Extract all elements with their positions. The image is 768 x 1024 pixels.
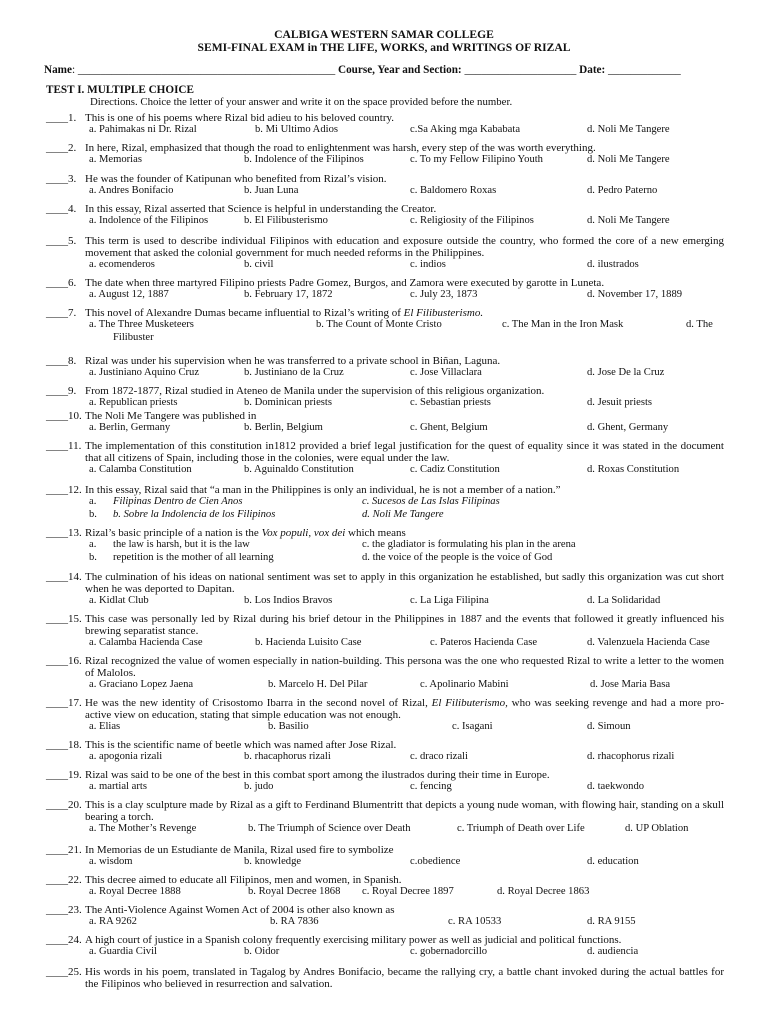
question-stem (0, 697, 768, 721)
choice-option: c. fencing (410, 781, 452, 793)
question-text: The date when three martyred Filipino priests Padre Gomez, Burgos, and Zamora were executed by garotte in Luneta. (85, 277, 605, 289)
choice-option: d. ilustrados (587, 259, 639, 271)
choice-option: b. Oidor (244, 946, 280, 958)
choice-option: d. Roxas Constitution (587, 464, 680, 476)
choice-option: b. Aguinaldo Constitution (244, 464, 354, 476)
choice-option: a. Indolence of the Filipinos (89, 215, 209, 227)
choices-row (0, 124, 768, 137)
choice-option: b. Mi Ultimo Adios (255, 124, 338, 136)
question-text: This decree aimed to educate all Filipinos, men and women, in Spanish. (85, 874, 402, 886)
choices-row (0, 289, 768, 302)
answer-blank[interactable]: ____6. (46, 277, 77, 289)
question-text: The Noli Me Tangere was published in (85, 410, 257, 422)
question-item (0, 527, 768, 564)
question-text: The culmination of his ideas on national sentiment was set to apply in this organization he established, but sadly this organization was cut short when he was deported to Dapitan. (85, 571, 724, 596)
question-item (0, 484, 768, 521)
course-label: Course, Year and Section: (337, 64, 462, 76)
question-stem (0, 235, 768, 259)
answer-blank[interactable]: ____7. (46, 307, 77, 319)
choice-letter: a. (89, 539, 97, 551)
question-text: He was the founder of Katipunan who benefited from Rizal’s vision. (85, 173, 387, 185)
choice-option: b. Dominican priests (244, 397, 332, 409)
question-text: Rizal’s basic principle of a nation is the (85, 527, 262, 539)
question-stem (0, 440, 768, 464)
choice-option: c. Sebastian priests (410, 397, 491, 409)
question-stem (0, 203, 768, 215)
question-text: Rizal was said to be one of the best in this combat sport among the ilustrados during their time in Europe. (85, 769, 550, 781)
question-stem (0, 173, 768, 185)
question-item (0, 410, 768, 435)
choices-row (0, 367, 768, 380)
answer-blank[interactable]: ____9. (46, 385, 77, 397)
choice-option: d. UP Oblation (625, 823, 689, 835)
question-text: In this essay, Rizal asserted that Science is helpful in understanding the Creator. (85, 203, 437, 215)
question-stem (0, 739, 768, 751)
choice-option: d. Jesuit priests (587, 397, 653, 409)
choices-row (0, 823, 768, 836)
question-item (0, 307, 768, 344)
choices-row (0, 637, 768, 650)
answer-blank[interactable]: ____16. (46, 655, 82, 667)
answer-blank[interactable]: ____10. (46, 410, 82, 422)
question-text: A high court of justice in a Spanish colony frequently exercising military power as well as judicial and political functions. (85, 934, 622, 946)
question-stem (0, 799, 768, 823)
question-stem (0, 277, 768, 289)
choice-option: the law is harsh, but it is the law (113, 539, 250, 551)
choice-option: c. La Liga Filipina (410, 595, 489, 607)
question-item (0, 203, 768, 228)
answer-blank[interactable]: ____3. (46, 173, 77, 185)
choice-option: a. Kidlat Club (89, 595, 149, 607)
question-text: In here, Rizal, emphasized that though the road to enlightenment was harsh, every step of the was worth everything. (85, 142, 596, 154)
choice-option: d. Valenzuela Hacienda Case (587, 637, 710, 649)
question-item (0, 277, 768, 302)
question-item (0, 655, 768, 692)
choice-option: a. apogonia rizali (89, 751, 163, 763)
answer-blank[interactable]: ____21. (46, 844, 82, 856)
choice-option: b. judo (244, 781, 274, 793)
answer-blank[interactable]: ____18. (46, 739, 82, 751)
choice-option-wrap: Filibuster (113, 331, 154, 343)
question-item (0, 112, 768, 137)
choice-option: c. the gladiator is formulating his plan in the arena (362, 539, 576, 551)
question-stem (0, 112, 768, 124)
choice-option: c.Sa Aking mga Kababata (410, 124, 521, 136)
answer-blank[interactable]: ____23. (46, 904, 82, 916)
choice-option: d. RA 9155 (587, 916, 636, 928)
choice-option: a. Graciano Lopez Jaena (89, 679, 194, 691)
question-item (0, 966, 768, 990)
question-stem (0, 934, 768, 946)
choice-option: c. draco rizali (410, 751, 468, 763)
question-item (0, 844, 768, 869)
answer-blank[interactable]: ____17. (46, 697, 82, 709)
choices-row (0, 154, 768, 167)
choice-option: a. martial arts (89, 781, 147, 793)
question-stem (0, 844, 768, 856)
choice-option: a. Berlin, Germany (89, 422, 171, 434)
choice-option: c. RA 10533 (448, 916, 502, 928)
question-stem (0, 410, 768, 422)
question-text: This is the scientific name of beetle which was named after Jose Rizal. (85, 739, 397, 751)
choices-row (0, 397, 768, 410)
question-item (0, 142, 768, 167)
question-stem (0, 307, 768, 319)
question-text: This is one of his poems where Rizal bid adieu to his beloved country. (85, 112, 395, 124)
choice-option: b. Juan Luna (244, 185, 299, 197)
choice-letter: b. (89, 551, 97, 563)
question-text: From 1872-1877, Rizal studied in Ateneo de Manila under the supervision of this religious organization. (85, 385, 545, 397)
choice-letter: a. (89, 496, 97, 508)
choice-option: d. Noli Me Tangere (587, 215, 670, 227)
question-item (0, 613, 768, 650)
choice-option: b. RA 7836 (270, 916, 319, 928)
question-item (0, 571, 768, 608)
choices-row (0, 464, 768, 477)
choices-row (0, 946, 768, 959)
choice-option: repetition is the mother of all learning (113, 551, 274, 563)
choices-row (0, 185, 768, 198)
question-stem (0, 966, 768, 990)
student-info-line (44, 63, 724, 77)
choice-option: a. Guardia Civil (89, 946, 157, 958)
choice-option: d. Ghent, Germany (587, 422, 669, 434)
choice-option: a. Andres Bonifacio (89, 185, 174, 197)
choice-option: a. Republican priests (89, 397, 178, 409)
choice-option: d. Noli Me Tangere (362, 508, 444, 520)
answer-blank[interactable]: ____25. (46, 966, 82, 978)
choice-option: b. Sobre la Indolencia de los Filipinos (113, 508, 276, 520)
question-item (0, 904, 768, 929)
answer-blank[interactable]: ____13. (46, 527, 82, 539)
choice-option: c. Apolinario Mabini (420, 679, 509, 691)
choice-option: b. Indolence of the Filipinos (244, 154, 364, 166)
answer-blank[interactable]: ____22. (46, 874, 82, 886)
question-stem (0, 571, 768, 595)
choice-option: a. Pahimakas ni Dr. Rizal (89, 124, 197, 136)
question-italic-text: El Filibuterismo, (431, 697, 508, 709)
choice-option: c. indios (410, 259, 446, 271)
question-stem (0, 527, 768, 539)
choice-option: a. Royal Decree 1888 (89, 886, 181, 898)
question-item (0, 697, 768, 734)
choice-option: c. Royal Decree 1897 (362, 886, 454, 898)
choices-row (0, 319, 768, 344)
choice-option: c. July 23, 1873 (410, 289, 478, 301)
choice-option: d. Simoun (587, 721, 631, 733)
choice-option: c. gobernadorcillo (410, 946, 488, 958)
choice-option: Filipinas Dentro de Cien Anos (113, 496, 243, 508)
question-item (0, 173, 768, 198)
question-item (0, 799, 768, 836)
answer-blank[interactable]: ____15. (46, 613, 82, 625)
choice-option: d. taekwondo (587, 781, 645, 793)
choice-option: b. Los Indios Bravos (244, 595, 333, 607)
question-stem (0, 142, 768, 154)
question-italic-text: El Filibusterismo. (403, 307, 484, 319)
question-text: In this essay, Rizal said that “a man in the Philippines is only an individual, he is not a member of a nation.” (85, 484, 561, 496)
question-text: In Memorias de un Estudiante de Manila, Rizal used fire to symbolize (85, 844, 394, 856)
choice-option: d. audiencia (587, 946, 639, 958)
choices-row (0, 215, 768, 228)
choice-option: a. Calamba Constitution (89, 464, 192, 476)
choice-option: a. Elias (89, 721, 121, 733)
choice-option: d. education (587, 856, 639, 868)
choices-row (0, 916, 768, 929)
date-blank[interactable]: _____________ (608, 64, 681, 76)
question-item (0, 934, 768, 959)
choices-row (0, 496, 768, 521)
choices-row (0, 679, 768, 692)
choice-option: c. Ghent, Belgium (410, 422, 488, 434)
choice-option: b. Berlin, Belgium (244, 422, 323, 434)
question-text: Rizal recognized the value of women especially in nation-building. This persona was the one who requested Rizal to write a letter to the women of Malolos. (85, 655, 724, 680)
name-blank[interactable]: : ______________________________________________ (71, 64, 336, 76)
choice-option: c. Jose Villaclara (410, 367, 482, 379)
exam-title: SEMI-FINAL EXAM in THE LIFE, WORKS, and WRITINGS OF RIZAL (197, 41, 571, 54)
question-stem (0, 385, 768, 397)
question-stem (0, 769, 768, 781)
choices-row (0, 751, 768, 764)
school-name: CALBIGA WESTERN SAMAR COLLEGE (274, 28, 494, 41)
question-text-end: who was seeking revenge and had a more pro-active view on education, stating that simple education was not enough. (85, 697, 724, 722)
choice-option: a. ecomenderos (89, 259, 155, 271)
question-stem (0, 904, 768, 916)
choice-option: a. Calamba Hacienda Case (89, 637, 203, 649)
question-item (0, 355, 768, 380)
choice-option: c. Baldomero Roxas (410, 185, 497, 197)
choice-option: a. The Three Musketeers (89, 319, 194, 331)
answer-blank[interactable]: ____11. (46, 440, 82, 452)
choice-option: d. Pedro Paterno (587, 185, 658, 197)
question-item (0, 769, 768, 794)
question-text: This is a clay sculpture made by Rizal as a gift to Ferdinand Blumentritt that depicts a young nude woman, with flowing hair, standing on a skull bearing a torch. (85, 799, 724, 824)
choice-option: c. Isagani (452, 721, 493, 733)
choice-option: b. Basilio (268, 721, 309, 733)
choice-option: c.obedience (410, 856, 461, 868)
question-text: His words in his poem, translated in Tagalog by Andres Bonifacio, became the rallying cry, a battle chant invoked during the actual battles for the Filipinos who believed in resurrection and salvation. (85, 966, 724, 991)
choices-row (0, 259, 768, 272)
question-text: This novel of Alexandre Dumas became influential to Rizal’s writing of (85, 307, 404, 319)
choice-option: a. wisdom (89, 856, 133, 868)
question-text: Rizal was under his supervision when he was transferred to a private school in Biñan, Laguna. (85, 355, 501, 367)
date-label: Date: (579, 64, 606, 76)
choice-option: b. El Filibusterismo (244, 215, 328, 227)
question-item (0, 440, 768, 477)
question-stem (0, 874, 768, 886)
choices-row (0, 422, 768, 435)
choice-option: d. Royal Decree 1863 (497, 886, 590, 898)
answer-blank[interactable]: ____24. (46, 934, 82, 946)
test-title: TEST I. MULTIPLE CHOICE (46, 84, 194, 96)
question-stem (0, 355, 768, 367)
question-text-end: which means (345, 527, 406, 539)
choice-option: d. La Solidaridad (587, 595, 661, 607)
answer-blank[interactable]: ____19. (46, 769, 82, 781)
question-item (0, 235, 768, 272)
choice-option: b. Justiniano de la Cruz (244, 367, 344, 379)
answer-blank[interactable]: ____12. (46, 484, 82, 496)
course-blank[interactable]: ____________________ (464, 64, 577, 76)
choice-option: a. The Mother’s Revenge (89, 823, 197, 835)
choice-option: b. Royal Decree 1868 (248, 886, 341, 898)
choice-option: d. Noli Me Tangere (587, 154, 670, 166)
choice-letter: b. (89, 508, 97, 520)
choice-option: a. Justiniano Aquino Cruz (89, 367, 200, 379)
choice-option: c. Sucesos de Las Islas Filipinas (362, 496, 500, 508)
question-text: The Anti-Violence Against Women Act of 2004 is other also known as (85, 904, 395, 916)
question-item (0, 739, 768, 764)
choices-row (0, 595, 768, 608)
choice-option: c. Triumph of Death over Life (457, 823, 585, 835)
choice-option: a. RA 9262 (89, 916, 137, 928)
choice-option: d. Jose De la Cruz (587, 367, 665, 379)
choice-option: d. rhacophorus rizali (587, 751, 675, 763)
answer-blank[interactable]: ____14. (46, 571, 82, 583)
answer-blank[interactable]: ____1. (46, 112, 77, 124)
question-text: This term is used to describe individual Filipinos with education and exposure outside the country, who formed the core of a new emerging movement that asked the colonial government for much needed reforms in the Philippines. (85, 235, 724, 260)
choice-option: a. Memorias (89, 154, 142, 166)
answer-blank[interactable]: ____5. (46, 235, 77, 247)
choice-option: b. rhacaphorus rizali (244, 751, 331, 763)
choice-option: b. Hacienda Luisito Case (255, 637, 362, 649)
choice-option: c. To my Fellow Filipino Youth (410, 154, 543, 166)
choices-row (0, 886, 768, 899)
answer-blank[interactable]: ____2. (46, 142, 77, 154)
choices-row (0, 539, 768, 564)
question-stem (0, 484, 768, 496)
choice-option: d. November 17, 1889 (587, 289, 683, 301)
question-stem (0, 613, 768, 637)
choice-option: c. Pateros Hacienda Case (430, 637, 538, 649)
directions: Directions. Choice the letter of your answer and write it on the space provided before the number. (90, 96, 513, 108)
choice-option: b. Marcelo H. Del Pilar (268, 679, 368, 691)
choice-option: b. civil (244, 259, 274, 271)
choices-row (0, 781, 768, 794)
choice-option: b. The Count of Monte Cristo (316, 319, 442, 331)
choice-option: d. Noli Me Tangere (587, 124, 670, 136)
choice-option: d. the voice of the people is the voice of God (362, 551, 553, 563)
choice-option: b. knowledge (244, 856, 302, 868)
choices-row (0, 721, 768, 734)
question-text: This case was personally led by Rizal during his brief detour in the Philippines in 1887 and the events that followed it greatly influenced his brewing separatist stance. (85, 613, 724, 638)
name-label: Name (44, 64, 72, 76)
choice-option: a. August 12, 1887 (89, 289, 169, 301)
question-italic-text: Vox populi, vox dei (261, 527, 346, 539)
choice-option: c. The Man in the Iron Mask (502, 319, 624, 331)
choice-option: c. Religiosity of the Filipinos (410, 215, 534, 227)
choice-option: d. Jose Maria Basa (590, 679, 671, 691)
question-item (0, 385, 768, 410)
choice-option: b. February 17, 1872 (244, 289, 333, 301)
choice-option: b. The Triumph of Science over Death (248, 823, 411, 835)
question-text: The implementation of this constitution in1812 provided a brief legal justification for the quest of equality since it was stated in the document that all citizens of Spain, including those in the colonies, were equal under the law. (85, 440, 724, 465)
choice-option: c. Cadiz Constitution (410, 464, 500, 476)
answer-blank[interactable]: ____8. (46, 355, 77, 367)
answer-blank[interactable]: ____4. (46, 203, 77, 215)
answer-blank[interactable]: ____20. (46, 799, 82, 811)
question-stem (0, 655, 768, 679)
choice-option: d. The (686, 319, 713, 331)
question-text: He was the new identity of Crisostomo Ibarra in the second novel of Rizal, (85, 697, 432, 709)
choices-row (0, 856, 768, 869)
question-item (0, 874, 768, 899)
